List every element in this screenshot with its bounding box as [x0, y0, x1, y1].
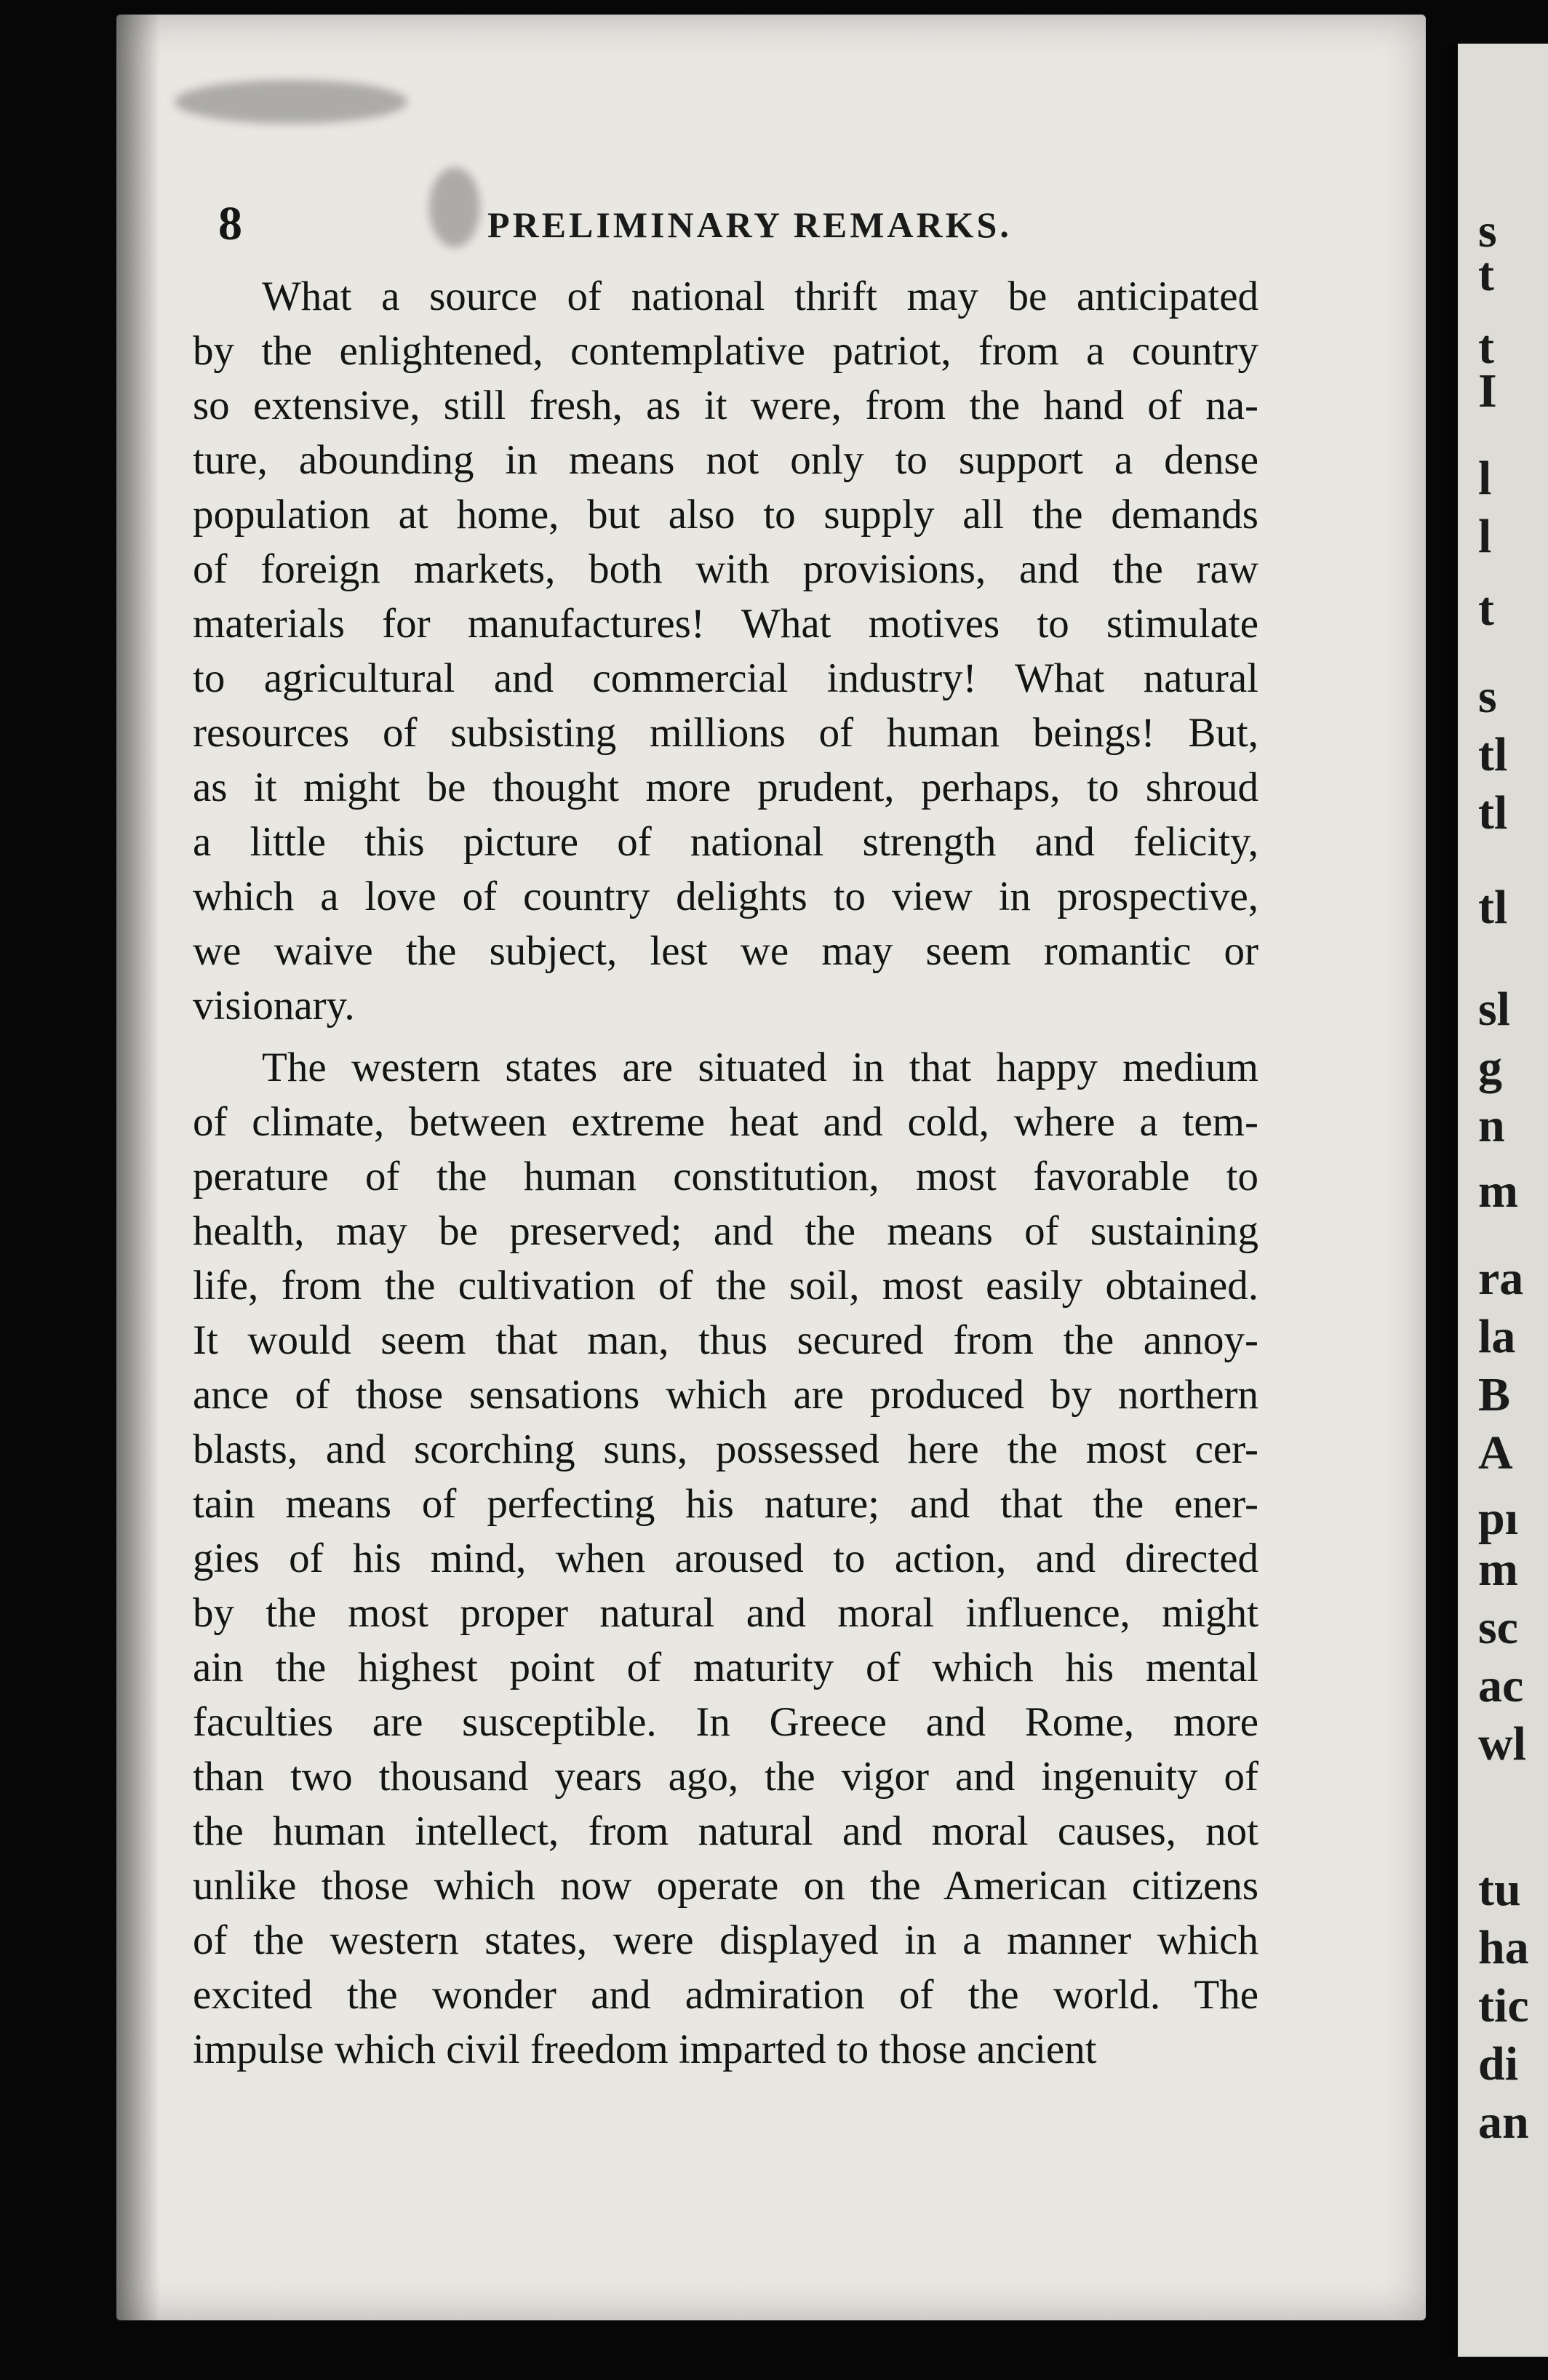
neighbor-text-fragment: wl — [1478, 1717, 1526, 1770]
text-line: than two thousand years ago, the vigor and ingenuity of — [193, 1754, 1258, 1800]
neighbor-text-fragment: ha — [1478, 1921, 1529, 1974]
neighbor-text-fragment: t — [1478, 583, 1494, 636]
running-head: PRELIMINARY REMARKS. — [487, 204, 1012, 245]
neighbor-text-fragment: I — [1478, 364, 1497, 418]
text-line: visionary. — [193, 983, 355, 1029]
text-line: perature of the human constitution, most favorable to — [193, 1154, 1258, 1199]
neighbor-text-fragment: tl — [1478, 728, 1508, 781]
text-line: The western states are situated in that happy medium — [262, 1045, 1258, 1090]
neighbor-text-fragment: g — [1478, 1041, 1502, 1094]
neighbor-text-fragment: l — [1478, 452, 1492, 505]
neighbor-text-fragment: tl — [1478, 881, 1508, 934]
neighbor-text-fragment: B — [1478, 1368, 1511, 1421]
paragraph — [193, 269, 1258, 1033]
neighbor-text-fragment: pı — [1478, 1492, 1519, 1545]
neighbor-text-fragment: tic — [1478, 1979, 1529, 2032]
page-gutter-shadow — [116, 15, 160, 2320]
neighbor-text-fragment: di — [1478, 2037, 1519, 2091]
text-line: ance of those sensations which are produced by northern — [193, 1372, 1258, 1418]
text-line: so extensive, still fresh, as it were, from the hand of na- — [193, 383, 1258, 428]
page-header — [218, 196, 1266, 255]
text-line: ture, abounding in means not only to support a dense — [193, 437, 1258, 483]
text-line: impulse which civil freedom imparted to those ancient — [193, 2026, 1097, 2072]
body-text — [193, 269, 1258, 2077]
ink-smudge — [175, 80, 407, 124]
text-line: by the enlightened, contemplative patriot, from a country — [193, 328, 1258, 374]
text-line: resources of subsisting millions of human beings! But, — [193, 710, 1258, 756]
text-line: life, from the cultivation of the soil, most easily obtained. — [193, 1263, 1258, 1309]
neighbor-text-fragment: m — [1478, 1543, 1518, 1596]
text-line: tain means of perfecting his nature; and that the ener- — [193, 1481, 1258, 1527]
neighbor-text-fragment: sl — [1478, 983, 1511, 1036]
text-line: of foreign markets, both with provisions, and the raw — [193, 546, 1258, 592]
neighbor-text-fragment: an — [1478, 2096, 1529, 2149]
neighbor-text-fragment: tl — [1478, 786, 1508, 839]
paragraph — [193, 1040, 1258, 2077]
text-line: blasts, and scorching suns, possessed here the most cer- — [193, 1426, 1258, 1472]
neighbor-text-fragment: l — [1478, 510, 1492, 563]
text-line: What a source of national thrift may be anticipated — [262, 273, 1258, 319]
text-line: materials for manufactures! What motives to stimulate — [193, 601, 1258, 647]
adjacent-page-edge — [1448, 44, 1548, 2357]
text-line: as it might be thought more prudent, perhaps, to shroud — [193, 764, 1258, 810]
text-line: faculties are susceptible. In Greece and Rome, more — [193, 1699, 1258, 1745]
text-line: ain the highest point of maturity of which his mental — [193, 1645, 1258, 1690]
neighbor-text-fragment: tu — [1478, 1863, 1521, 1916]
neighbor-text-fragment: A — [1478, 1426, 1513, 1479]
neighbor-text-fragment: ac — [1478, 1659, 1524, 1712]
text-line: by the most proper natural and moral influence, might — [193, 1590, 1258, 1636]
text-line: excited the wonder and admiration of the world. The — [193, 1972, 1258, 2018]
text-line: of the western states, were displayed in a manner which — [193, 1917, 1258, 1963]
neighbor-text-fragment: n — [1478, 1099, 1505, 1152]
neighbor-text-fragment: t — [1478, 321, 1494, 374]
neighbor-text-fragment: s — [1478, 670, 1497, 723]
text-line: health, may be preserved; and the means of sustaining — [193, 1208, 1258, 1254]
neighbor-text-fragment: m — [1478, 1165, 1518, 1218]
page-number: 8 — [218, 197, 242, 250]
text-line: the human intellect, from natural and moral causes, not — [193, 1808, 1258, 1854]
text-line: unlike those which now operate on the American citizens — [193, 1863, 1258, 1909]
neighbor-text-fragment: t — [1478, 248, 1494, 301]
text-line: gies of his mind, when aroused to action, and directed — [193, 1536, 1258, 1581]
neighbor-text-fragment: s — [1478, 204, 1497, 257]
text-line: of climate, between extreme heat and cold, where a tem- — [193, 1099, 1258, 1145]
text-line: population at home, but also to supply all the demands — [193, 492, 1258, 538]
text-line: to agricultural and commercial industry! What natural — [193, 655, 1258, 701]
neighbor-text-fragment: la — [1478, 1310, 1516, 1363]
text-line: It would seem that man, thus secured from the annoy- — [193, 1317, 1258, 1363]
text-line: a little this picture of national strength and felicity, — [193, 819, 1258, 865]
neighbor-text-fragment: sc — [1478, 1601, 1518, 1654]
text-line: we waive the subject, lest we may seem romantic or — [193, 928, 1258, 974]
neighbor-text-fragment: ra — [1478, 1252, 1524, 1305]
text-line: which a love of country delights to view in prospective, — [193, 874, 1258, 919]
